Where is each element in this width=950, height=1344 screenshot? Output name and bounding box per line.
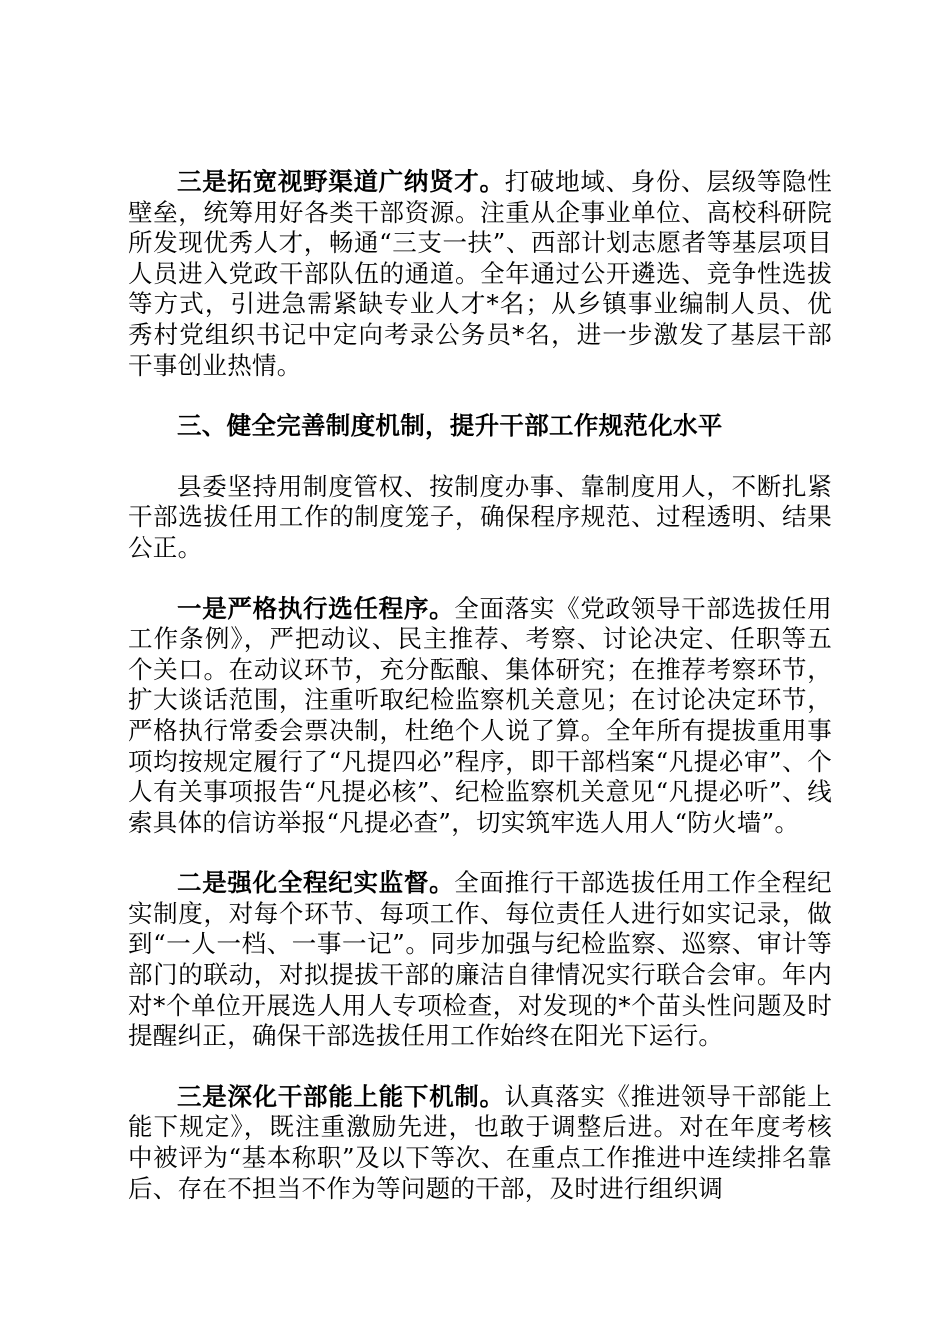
paragraph-lead: 三是拓宽视野渠道广纳贤才。 bbox=[177, 167, 505, 196]
section-heading: 三、健全完善制度机制，提升干部工作规范化水平 bbox=[177, 411, 723, 441]
paragraph-body: 认真落实《推进领导干部能上能下规定》，既注重激励先进，也敢于调整后进。对在年度考核中被评为“基本称职”及以下等次、在重点工作推进中连续排名靠后、存在不担当不作为等问题的干部，及时进行组织调 bbox=[128, 1081, 832, 1203]
paragraph-body: 全面推行干部选拔任用工作全程纪实制度，对每个环节、每项工作、每位责任人进行如实记录，做到“一人一档、一事一记”。同步加强与纪检监察、巡察、审计等部门的联动，对拟提拔干部的廉洁自律情况实行联合会审。年内对*个单位开展选人用人专项检查，对发现的*个苗头性问题及时提醒纠正，确保干部选拔任用工作始终在阳光下运行。 bbox=[128, 868, 832, 1051]
paragraph-up-down-mechanism bbox=[128, 1082, 832, 1204]
section-intro: 县委坚持用制度管权、按制度办事、靠制度用人，不断扎紧干部选拔任用工作的制度笼子，确保程序规范、过程透明、结果公正。 bbox=[128, 471, 832, 562]
paragraph-broaden-talent-channels bbox=[128, 167, 832, 381]
paragraph-lead: 三是深化干部能上能下机制。 bbox=[177, 1081, 505, 1111]
paragraph-lead: 一是严格执行选任程序。 bbox=[177, 593, 455, 623]
paragraph-lead: 二是强化全程纪实监督。 bbox=[177, 868, 455, 898]
paragraph-selection-procedure bbox=[128, 594, 832, 839]
paragraph-body: 打破地域、身份、层级等隐性壁垒，统筹用好各类干部资源。注重从企事业单位、高校科研院所发现优秀人才，畅通“三支一扶”、西部计划志愿者等基层项目人员进入党政干部队伍的通道。全年通过公开遴选、竞争性选拔等方式，引进急需紧缺专业人才*名；从乡镇事业编制人员、优秀村党组织书记中定向考录公务员*名，进一步激发了基层干部干事创业热情。 bbox=[128, 167, 832, 380]
paragraph-record-supervision bbox=[128, 868, 832, 1052]
paragraph-body: 全面落实《党政领导干部选拔任用工作条例》，严把动议、民主推荐、考察、讨论决定、任职等五个关口。在动议环节，充分酝酿、集体研究；在推荐考察环节，扩大谈话范围，注重听取纪检监察机关意见；在讨论决定环节，严格执行常委会票决制，杜绝个人说了算。全年所有提拔重用事项均按规定履行了“凡提四必”程序，即干部档案“凡提必审”、个人有关事项报告“凡提必核”、纪检监察机关意见“凡提必听”、线索具体的信访举报“凡提必查”，切实筑牢选人用人“防火墙”。 bbox=[128, 593, 832, 837]
